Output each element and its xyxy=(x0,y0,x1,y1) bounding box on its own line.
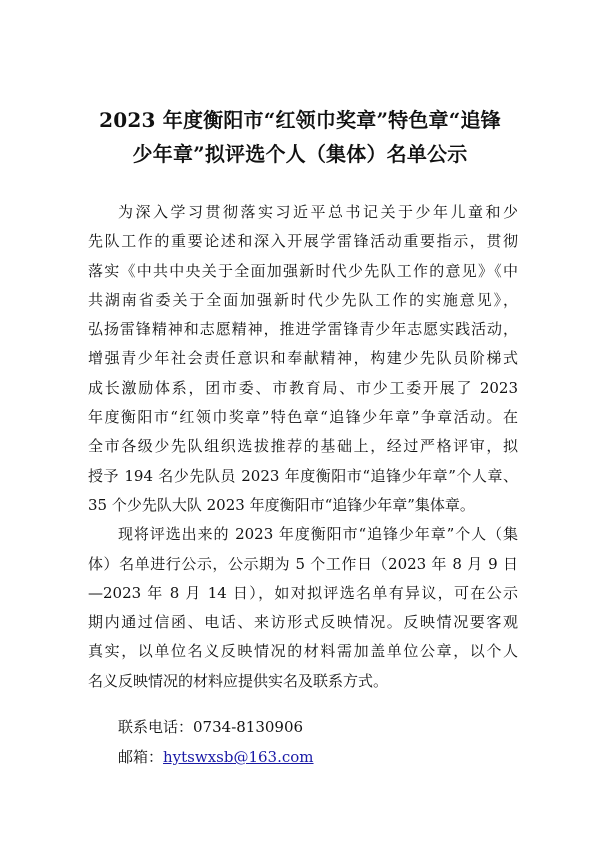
contact-phone xyxy=(118,716,303,738)
paragraph-1-line: 成长激励体系，团市委、市教育局、市少工委开展了 2023 xyxy=(88,378,518,397)
contact-email-link[interactable]: hytswxsb@163.com xyxy=(163,748,314,766)
title-line-1: 2023 年度衡阳市“红领巾奖章”特色章“追锋 xyxy=(99,108,501,132)
paragraph-1-line: 为深入学习贯彻落实习近平总书记关于少年儿童和少 xyxy=(118,203,518,221)
paragraph-1-line: 全市各级少先队组织选拔推荐的基础上，经过严格评审，拟 xyxy=(88,437,518,456)
paragraph-2-line: 名义反映情况的材料应提供实名及联系方式。 xyxy=(88,671,389,690)
paragraph-2-line: 现将评选出来的 2023 年度衡阳市“追锋少年章”个人（集 xyxy=(118,525,518,544)
paragraph-1-line: 先队工作的重要论述和深入开展学雷锋活动重要指示，贯彻 xyxy=(88,232,518,251)
paragraph-1-line: 共湖南省委关于全面加强新时代少先队工作的实施意见》， xyxy=(88,290,518,309)
contact-phone-value: 0734-8130906 xyxy=(193,718,304,736)
contact-email xyxy=(118,746,314,768)
paragraph-1-line: 增强青少年社会责任意识和奉献精神，构建少先队员阶梯式 xyxy=(88,349,518,368)
document-title xyxy=(60,103,540,171)
paragraph-1-line: 年度衡阳市“红领巾奖章”特色章“追锋少年章”争章活动。在 xyxy=(88,408,518,427)
contact-email-label: 邮箱： xyxy=(118,748,164,766)
paragraph-2-line: —2023 年 8 月 14 日），如对拟评选名单有异议，可在公示 xyxy=(88,583,518,602)
title-line-2: 少年章”拟评选个人（集体）名单公示 xyxy=(132,142,468,166)
paragraph-1-line: 落实《中共中央关于全面加强新时代少先队工作的意见》《中 xyxy=(88,261,518,280)
paragraph-2-line: 真实，以单位名义反映情况的材料需加盖单位公章，以个人 xyxy=(88,642,518,661)
paragraph-2-line: 体）名单进行公示，公示期为 5 个工作日（2023 年 8 月 9 日 xyxy=(88,554,518,573)
contact-phone-label: 联系电话： xyxy=(118,718,194,736)
document-body xyxy=(88,198,518,696)
paragraph-1-line: 授予 194 名少先队员 2023 年度衡阳市“追锋少年章”个人章、 xyxy=(88,466,518,485)
paragraph-1-line: 35 个少先队大队 2023 年度衡阳市“追锋少年章”集体章。 xyxy=(88,495,475,514)
paragraph-2-line: 期内通过信函、电话、来访形式反映情况。反映情况要客观 xyxy=(88,613,518,632)
paragraph-1-line: 弘扬雷锋精神和志愿精神，推进学雷锋青少年志愿实践活动， xyxy=(88,320,518,339)
